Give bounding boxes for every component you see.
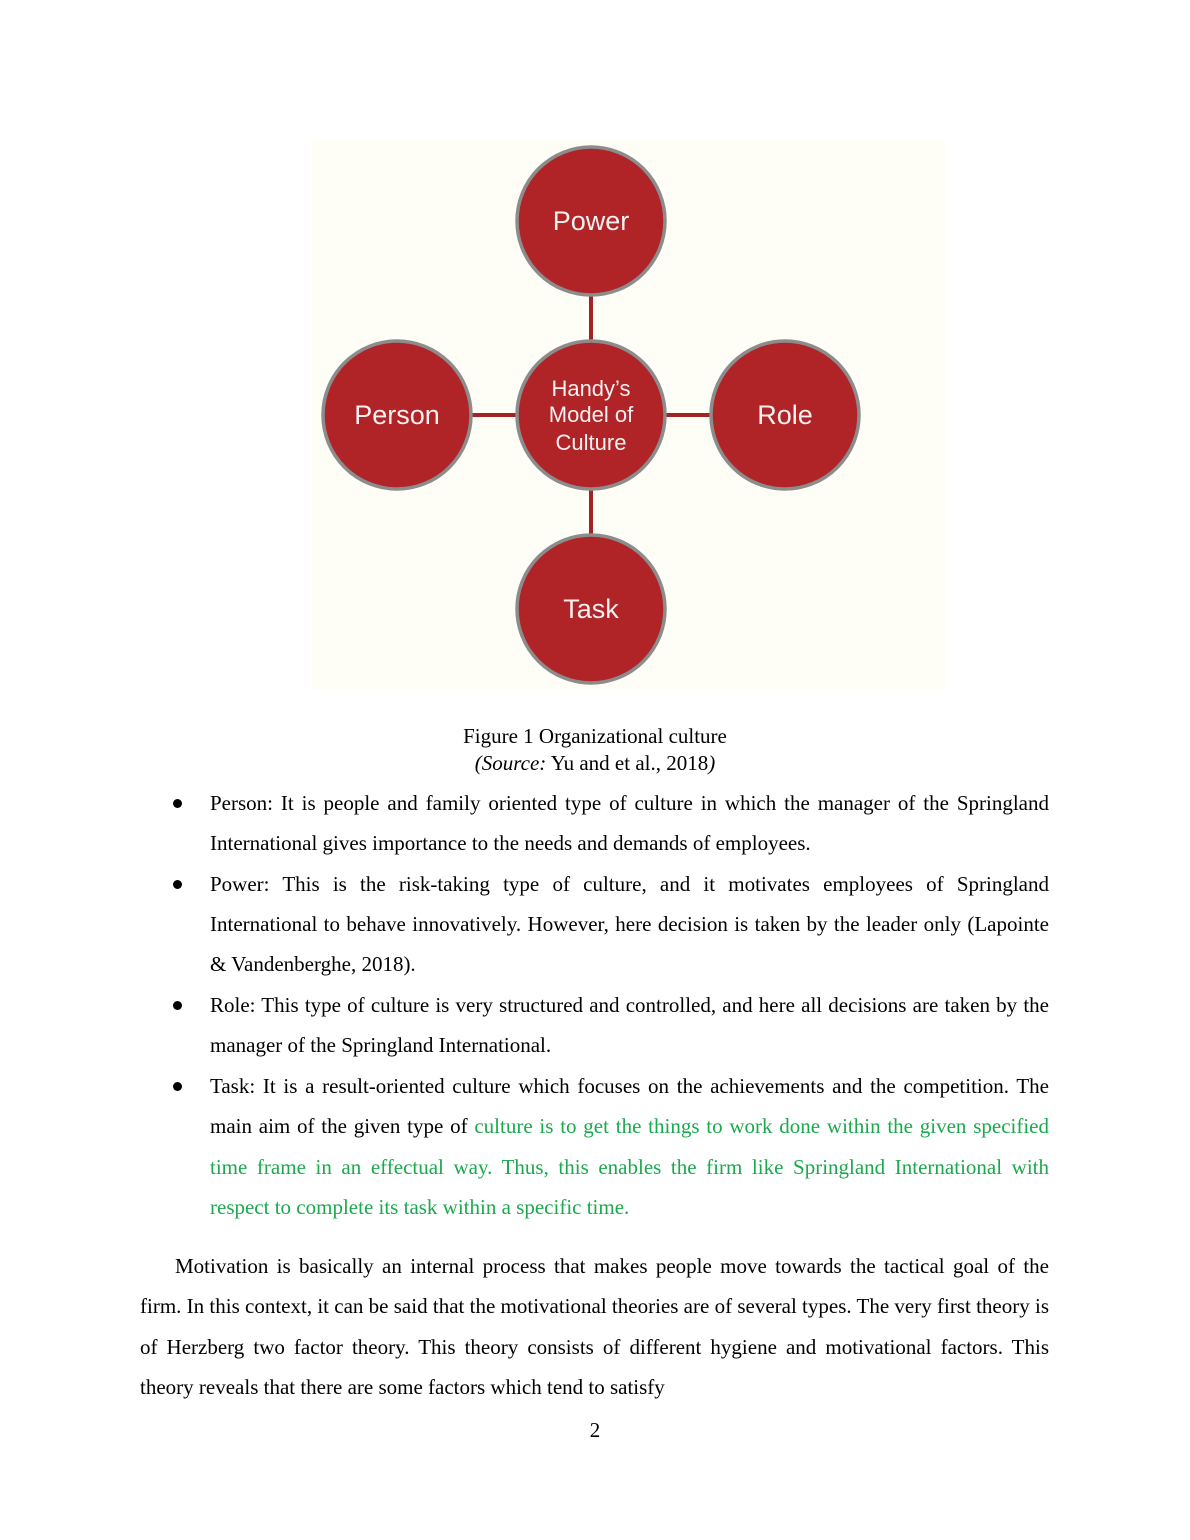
figure-caption: Figure 1 Organizational culture (463, 724, 727, 748)
bullet-icon (173, 799, 182, 808)
task-label: Task (563, 594, 619, 624)
bullet-item-power (210, 864, 1049, 985)
source-close: ) (708, 751, 716, 775)
bullet-text: Power: This is the risk-taking type of culture, and it motivates employees of Springland International to behave innovatively. However, here decision is taken by the leader only (Lapointe & Vandenberghe, 2018). (210, 871, 1049, 977)
bullet-icon (173, 880, 182, 889)
bullet-icon (173, 1082, 182, 1091)
bullet-item-role (210, 985, 1049, 1066)
bullet-text: Task: It is a result-oriented culture which focuses on the achievements and the competition. The main aim of the given type of (210, 1073, 1049, 1139)
source-text: Yu and et al., 2018 (546, 751, 709, 775)
diagram-svg (312, 140, 945, 690)
bullet-item-task (210, 1066, 1049, 1227)
center-label-line-3: Culture (555, 430, 627, 455)
culture-types-list (210, 783, 1049, 1227)
figure-source (0, 750, 1190, 777)
body-paragraph: Motivation is basically an internal process that makes people move towards the tactical goal of the firm. In this context, it can be said that the motivational theories are of several types. The very first theory is of Herzberg two factor theory. This theory consists of different hygiene and motivational factors. This theory reveals that there are some factors which tend to satisfy (140, 1254, 1049, 1399)
role-label: Role (757, 400, 813, 430)
center-label-line-1: Handy’s (551, 376, 631, 401)
handy-culture-diagram (312, 140, 945, 690)
power-label: Power (552, 206, 630, 236)
bullet-item-person (210, 783, 1049, 864)
bullet-text: Role: This type of culture is very structured and controlled, and here all decisions are taken by the manager of the Springland International. (210, 993, 1049, 1058)
source-label: (Source: (474, 751, 547, 775)
person-label: Person (354, 400, 440, 430)
bullet-text: Person: It is people and family oriented type of culture in which the manager of the Springland International gives importance to the needs and demands of employees. (210, 791, 1049, 856)
page-number: 2 (589, 1418, 601, 1442)
bullet-text-highlight: culture is to get the things to work done within the given specified time frame in an effectual way. Thus, this enables the firm like Springland International with respect to complete its task within a specific time. (210, 1114, 1049, 1219)
bullet-icon (173, 1001, 182, 1010)
center-label-line-2: Model of (548, 402, 634, 427)
